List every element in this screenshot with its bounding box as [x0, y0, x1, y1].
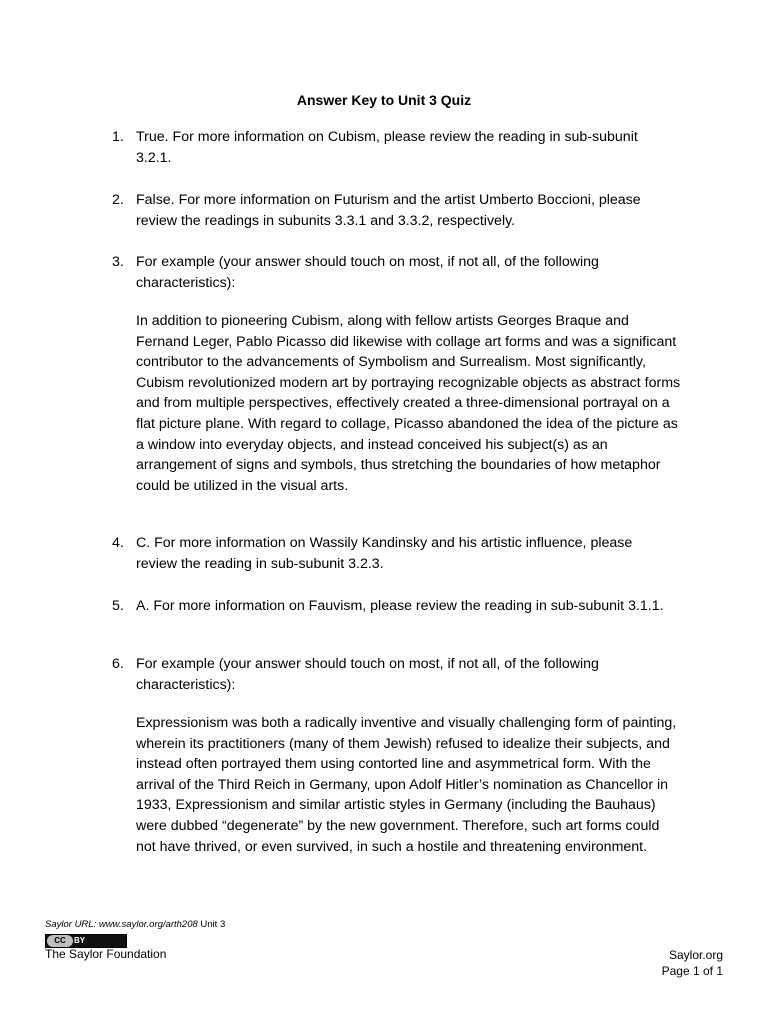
item-text: C. For more information on Wassily Kandinsky and his artistic influence, please review the reading in sub-subunit 3.2.3.: [136, 535, 633, 572]
cc-icon: CC: [47, 935, 73, 947]
page-title: Answer Key to Unit 3 Quiz: [296, 92, 472, 108]
item-number: 6.: [112, 656, 124, 672]
item-text: For example (your answer should touch on most, if not all, of the following characteristics):: [136, 656, 599, 693]
item-text: False. For more information on Futurism and the artist Umberto Boccioni, please review the readings in subunits 3.3.1 and 3.3.2, respectively.: [136, 192, 641, 229]
item-text: For example (your answer should touch on most, if not all, of the following characteristics):: [136, 254, 599, 291]
footer-url-text: Saylor URL: www.saylor.org/arth208: [45, 919, 198, 930]
item-number: 2.: [112, 192, 124, 208]
item-text: True. For more information on Cubism, please review the reading in sub-subunit 3.2.1.: [136, 129, 638, 166]
page-number: Page 1 of 1: [661, 964, 723, 978]
item-number: 3.: [112, 254, 124, 270]
cc-by-label: BY: [74, 936, 86, 945]
footer-unit: Unit 3: [197, 919, 226, 930]
footer-site: Saylor.org: [668, 948, 723, 962]
item-number: 4.: [112, 535, 124, 551]
answer-paragraph-6: Expressionism was both a radically inventive and visually challenging form of painting, wherein its practitioners (many of them Jewish) refused to idealize their subjects, and instead often portrayed them using contorted line and asymmetrical form. With the arrival of the Third Reich in Germany, upon Adolf Hitler’s nomination as Chancellor in 1933, Expressionism and similar artistic styles in Germany (including the Bauhaus) were dubbed “degenerate” by the new government. Therefore, such art forms could not have thrived, or even survived, in such a hostile and threatening environment.: [136, 715, 677, 855]
footer-organization: The Saylor Foundation: [45, 947, 167, 961]
answer-paragraph-3: In addition to pioneering Cubism, along with fellow artists Georges Braque and Fernand Leger, Pablo Picasso did likewise with collage art forms and was a significant contributor to the advancements of Symbolism and Surrealism. Most significantly, Cubism revolutionized modern art by portraying recognizable objects as abstract forms and from multiple perspectives, effectively created a three-dimensional portrayal on a flat picture plane. With regard to collage, Picasso abandoned the idea of the picture as a window into everyday objects, and instead conceived his subject(s) as an arrangement of signs and symbols, thus stretching the boundaries of how metaphor could be utilized in the visual arts.: [136, 313, 681, 494]
item-number: 1.: [112, 129, 124, 145]
footer-url: [45, 919, 225, 930]
item-number: 5.: [112, 598, 124, 614]
cc-license-badge: [45, 934, 127, 948]
footer-right: [662, 947, 723, 979]
item-text: A. For more information on Fauvism, please review the reading in sub-subunit 3.1.1.: [136, 598, 664, 614]
